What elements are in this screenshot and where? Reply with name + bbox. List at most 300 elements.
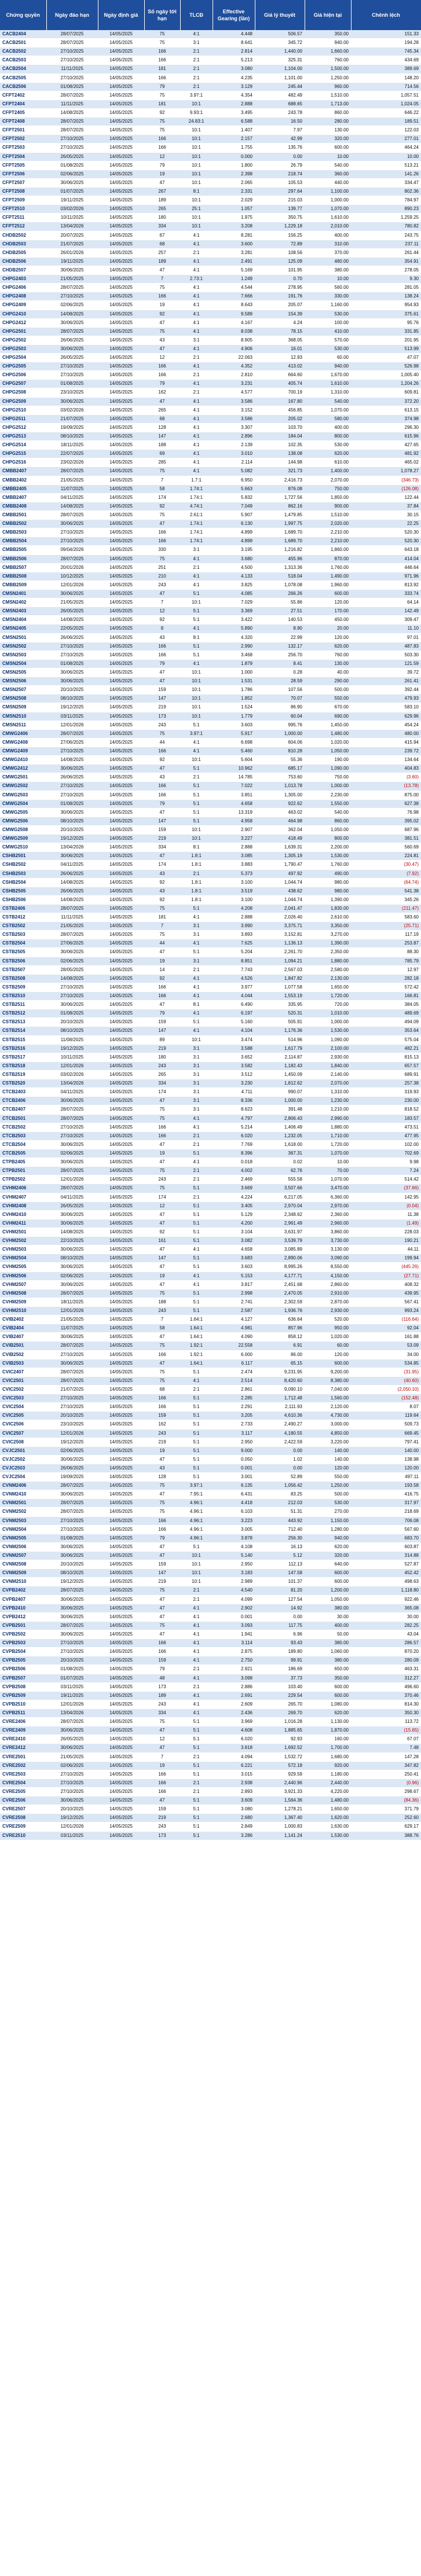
cell-maturity-date: 30/06/2025 (46, 1333, 98, 1342)
cell-maturity-date: 20/10/2025 (46, 1412, 98, 1420)
cell-theoretical-price: 3,152.81 (255, 931, 305, 939)
cell-warrant-code: CSHB2503 (0, 869, 46, 878)
table-row (0, 1263, 421, 1272)
cell-effective-gearing: 5.373 (213, 869, 255, 878)
table-row (0, 47, 421, 56)
cell-theoretical-price: 1,176.36 (255, 1027, 305, 1035)
cell-valuation-date: 14/05/2025 (98, 1516, 144, 1525)
cell-maturity-date: 04/11/2025 (46, 1193, 98, 1201)
cell-current-price: 600.00 (305, 1359, 351, 1368)
cell-valuation-date: 14/05/2025 (98, 729, 144, 738)
cell-theoretical-price: 3,375.71 (255, 922, 305, 931)
cell-maturity-date: 22/07/2025 (46, 450, 98, 458)
cell-conversion-ratio: 1.64:1 (180, 1324, 213, 1333)
table-row (0, 922, 421, 931)
cell-effective-gearing: 6.950 (213, 476, 255, 484)
cell-effective-gearing: 4.540 (213, 1586, 255, 1595)
cell-warrant-code: CVRE2507 (0, 1805, 46, 1814)
cell-difference: 194.28 (351, 39, 421, 47)
cell-warrant-code: CVHM2503 (0, 1245, 46, 1254)
cell-conversion-ratio: 9.93:1 (180, 108, 213, 117)
table-row (0, 931, 421, 939)
cell-maturity-date: 11/11/2025 (46, 913, 98, 922)
cell-valuation-date: 14/05/2025 (98, 1455, 144, 1464)
table-row (0, 1464, 421, 1472)
cell-effective-gearing: 3.104 (213, 1228, 255, 1236)
cell-difference: 463.31 (351, 1665, 421, 1674)
cell-difference: 643.18 (351, 546, 421, 554)
cell-valuation-date: 14/05/2025 (98, 1639, 144, 1648)
cell-valuation-date: 14/05/2025 (98, 502, 144, 510)
cell-days-to-maturity: 128 (144, 1473, 180, 1482)
cell-valuation-date: 14/05/2025 (98, 1648, 144, 1656)
cell-maturity-date: 11/11/2025 (46, 65, 98, 74)
cell-theoretical-price: 2,970.04 (255, 1201, 305, 1210)
cell-warrant-code: CSTB2511 (0, 1001, 46, 1009)
cell-maturity-date: 22/05/2025 (46, 624, 98, 633)
cell-conversion-ratio: 8:1 (180, 633, 213, 642)
cell-warrant-code: CTPB2501 (0, 1167, 46, 1175)
cell-conversion-ratio: 4:1 (180, 240, 213, 248)
cell-days-to-maturity: 92 (144, 616, 180, 624)
cell-maturity-date: 30/06/2025 (46, 266, 98, 274)
cell-theoretical-price: 2,440.96 (255, 1778, 305, 1787)
cell-conversion-ratio: 10:1 (180, 144, 213, 152)
cell-difference: 613.15 (351, 406, 421, 414)
cell-valuation-date: 14/05/2025 (98, 266, 144, 274)
cell-current-price: 120.00 (305, 1350, 351, 1359)
cell-difference: 374.98 (351, 414, 421, 423)
cell-days-to-maturity: 147 (144, 694, 180, 703)
cell-theoretical-price: 1,532.72 (255, 1752, 305, 1761)
cell-warrant-code: CFPT2408 (0, 117, 46, 126)
cell-effective-gearing: 6.020 (213, 1735, 255, 1744)
cell-difference: 193.58 (351, 1482, 421, 1490)
cell-valuation-date: 14/05/2025 (98, 869, 144, 878)
table-row (0, 1053, 421, 1061)
cell-days-to-maturity: 75 (144, 1114, 180, 1123)
cell-conversion-ratio: 4:1 (180, 992, 213, 1001)
cell-conversion-ratio: 4:1 (180, 1674, 213, 1682)
cell-difference: 534.85 (351, 1359, 421, 1368)
cell-valuation-date: 14/05/2025 (98, 1674, 144, 1682)
cell-days-to-maturity: 44 (144, 738, 180, 747)
cell-effective-gearing: 0.018 (213, 1158, 255, 1167)
cell-warrant-code: CVHM2505 (0, 1263, 46, 1272)
cell-warrant-code: CVPB2402 (0, 1586, 46, 1595)
cell-days-to-maturity: 47 (144, 1542, 180, 1551)
cell-valuation-date: 14/05/2025 (98, 1744, 144, 1752)
cell-maturity-date: 20/10/2025 (46, 825, 98, 834)
cell-current-price: 360.00 (305, 170, 351, 178)
cell-difference: 199.94 (351, 1254, 421, 1263)
cell-maturity-date: 14/08/2025 (46, 878, 98, 887)
cell-maturity-date: 02/06/2025 (46, 1446, 98, 1455)
cell-effective-gearing: 4.085 (213, 590, 255, 598)
cell-difference: 237.11 (351, 240, 421, 248)
cell-current-price: 1,560.00 (305, 1394, 351, 1403)
cell-warrant-code: CSTB2508 (0, 974, 46, 983)
cell-warrant-code: CSTB2517 (0, 1053, 46, 1061)
cell-warrant-code: CHDB2507 (0, 266, 46, 274)
cell-valuation-date: 14/05/2025 (98, 922, 144, 931)
cell-theoretical-price: 685.17 (255, 765, 305, 773)
cell-conversion-ratio: 2.61:1 (180, 511, 213, 520)
cell-difference: (346.73) (351, 476, 421, 484)
cell-maturity-date: 30/06/2025 (46, 1490, 98, 1499)
cell-warrant-code: CVRE2508 (0, 1814, 46, 1822)
cell-difference: 243.75 (351, 231, 421, 240)
cell-theoretical-price: 4,177.71 (255, 1272, 305, 1280)
cell-warrant-code: CSTB2506 (0, 957, 46, 965)
cell-warrant-code: CHPG2511 (0, 414, 46, 423)
cell-conversion-ratio: 4:1 (180, 423, 213, 432)
cell-current-price: 450.00 (305, 616, 351, 624)
table-row (0, 1237, 421, 1245)
cell-current-price: 1,020.00 (305, 1333, 351, 1342)
cell-maturity-date: 13/04/2026 (46, 1709, 98, 1718)
cell-current-price: 530.00 (305, 1499, 351, 1508)
cell-warrant-code: CHPG2512 (0, 423, 46, 432)
cell-valuation-date: 14/05/2025 (98, 432, 144, 441)
cell-warrant-code: CHPG2505 (0, 362, 46, 371)
table-body (0, 30, 421, 1840)
cell-valuation-date: 14/05/2025 (98, 231, 144, 240)
cell-difference: 706.08 (351, 1516, 421, 1525)
cell-valuation-date: 14/05/2025 (98, 1412, 144, 1420)
cell-theoretical-price: 810.28 (255, 747, 305, 755)
cell-theoretical-price: 1,847.82 (255, 974, 305, 983)
table-row (0, 196, 421, 205)
cell-maturity-date: 19/12/2025 (46, 1438, 98, 1446)
cell-difference: 347.82 (351, 1761, 421, 1770)
cell-maturity-date: 14/08/2025 (46, 108, 98, 117)
cell-valuation-date: 14/05/2025 (98, 878, 144, 887)
cell-difference: 286.57 (351, 1639, 421, 1648)
cell-current-price: 2,210.00 (305, 528, 351, 537)
cell-effective-gearing: 6.000 (213, 1350, 255, 1359)
cell-maturity-date: 28/07/2025 (46, 30, 98, 39)
cell-conversion-ratio: 5:1 (180, 904, 213, 913)
table-row (0, 1184, 421, 1193)
cell-current-price: 1,180.00 (305, 1770, 351, 1778)
cell-maturity-date: 28/05/2025 (46, 965, 98, 974)
cell-difference: 151.33 (351, 30, 421, 39)
cell-current-price: 1,550.00 (305, 799, 351, 808)
cell-days-to-maturity: 75 (144, 117, 180, 126)
cell-warrant-code: CMSN2402 (0, 598, 46, 607)
cell-days-to-maturity: 75 (144, 1508, 180, 1516)
cell-difference: 818.52 (351, 1105, 421, 1114)
cell-maturity-date: 26/06/2025 (46, 633, 98, 642)
cell-warrant-code: CVNM2501 (0, 1499, 46, 1508)
cell-maturity-date: 09/04/2026 (46, 546, 98, 554)
cell-conversion-ratio: 5:1 (180, 1228, 213, 1236)
cell-warrant-code: CVPB2504 (0, 1648, 46, 1656)
cell-days-to-maturity: 79 (144, 82, 180, 91)
cell-valuation-date: 14/05/2025 (98, 1831, 144, 1840)
cell-conversion-ratio: 1.8:1 (180, 852, 213, 861)
cell-conversion-ratio: 5:1 (180, 817, 213, 825)
cell-effective-gearing: 2.950 (213, 1560, 255, 1569)
table-row (0, 799, 421, 808)
cell-warrant-code: CMSN2502 (0, 642, 46, 651)
cell-valuation-date: 14/05/2025 (98, 957, 144, 965)
cell-conversion-ratio: 5:1 (180, 1735, 213, 1744)
cell-effective-gearing: 3.183 (213, 1569, 255, 1578)
cell-warrant-code: CHDB2503 (0, 240, 46, 248)
cell-warrant-code: CVHM2410 (0, 1210, 46, 1219)
cell-theoretical-price: 4,180.55 (255, 1429, 305, 1438)
cell-theoretical-price: 1,077.58 (255, 983, 305, 991)
cell-difference: (27.71) (351, 1272, 421, 1280)
cell-effective-gearing: 4.167 (213, 318, 255, 327)
cell-current-price: 370.00 (305, 248, 351, 257)
cell-effective-gearing: 0.001 (213, 1612, 255, 1621)
cell-warrant-code: CVPB2501 (0, 1621, 46, 1630)
cell-current-price: 940.00 (305, 39, 351, 47)
cell-effective-gearing: 4.906 (213, 344, 255, 353)
cell-valuation-date: 14/05/2025 (98, 511, 144, 520)
cell-theoretical-price: 3,085.89 (255, 1245, 305, 1254)
cell-theoretical-price: 0.00 (255, 1446, 305, 1455)
table-row (0, 974, 421, 983)
cell-effective-gearing: 8.905 (213, 336, 255, 344)
cell-difference: 745.34 (351, 47, 421, 56)
cell-current-price: 600.00 (305, 1569, 351, 1578)
cell-warrant-code: CVIC2503 (0, 1394, 46, 1403)
cell-warrant-code: CVIC2507 (0, 1429, 46, 1438)
cell-difference: 9.98 (351, 1158, 421, 1167)
cell-current-price: 2,130.00 (305, 974, 351, 983)
cell-conversion-ratio: 2:1 (180, 1586, 213, 1595)
cell-days-to-maturity: 92 (144, 895, 180, 904)
cell-warrant-code: CVHM2501 (0, 1228, 46, 1236)
cell-current-price: 1,070.00 (305, 406, 351, 414)
cell-conversion-ratio: 10:1 (180, 100, 213, 108)
cell-valuation-date: 14/05/2025 (98, 861, 144, 869)
cell-difference: 496.60 (351, 1682, 421, 1691)
cell-maturity-date: 27/10/2025 (46, 791, 98, 799)
table-row (0, 1280, 421, 1289)
cell-valuation-date: 14/05/2025 (98, 222, 144, 231)
cell-days-to-maturity: 166 (144, 1394, 180, 1403)
cell-current-price: 800.00 (305, 835, 351, 843)
cell-difference: 797.41 (351, 1438, 421, 1446)
cell-days-to-maturity: 47 (144, 1744, 180, 1752)
header-warrant-code: Chứng quyền (0, 0, 46, 30)
cell-current-price: 1,090.00 (305, 1035, 351, 1044)
cell-theoretical-price: 78.15 (255, 327, 305, 336)
cell-days-to-maturity: 334 (144, 1079, 180, 1088)
cell-days-to-maturity: 166 (144, 782, 180, 791)
cell-maturity-date: 28/07/2025 (46, 91, 98, 100)
cell-valuation-date: 14/05/2025 (98, 336, 144, 344)
cell-days-to-maturity: 257 (144, 248, 180, 257)
cell-days-to-maturity: 19 (144, 1761, 180, 1770)
cell-conversion-ratio: 10:1 (180, 196, 213, 205)
cell-theoretical-price: 505.91 (255, 1018, 305, 1027)
cell-days-to-maturity: 265 (144, 1071, 180, 1079)
table-row (0, 1342, 421, 1350)
table-row (0, 1490, 421, 1499)
cell-difference: 487.83 (351, 642, 421, 651)
cell-days-to-maturity: 166 (144, 1403, 180, 1412)
table-row (0, 1770, 421, 1778)
cell-theoretical-price: 2,111.93 (255, 1403, 305, 1412)
cell-valuation-date: 14/05/2025 (98, 520, 144, 528)
cell-conversion-ratio: 5:1 (180, 1473, 213, 1482)
cell-days-to-maturity: 47 (144, 1333, 180, 1342)
cell-warrant-code: CACB2504 (0, 65, 46, 74)
table-row (0, 1796, 421, 1805)
cell-current-price: 1,510.00 (305, 91, 351, 100)
cell-theoretical-price: 1,216.82 (255, 546, 305, 554)
cell-warrant-code: CMBB2407 (0, 467, 46, 476)
cell-difference: 527.87 (351, 1560, 421, 1569)
cell-days-to-maturity: 180 (144, 1053, 180, 1061)
cell-maturity-date: 28/07/2025 (46, 1368, 98, 1376)
cell-days-to-maturity: 166 (144, 791, 180, 799)
table-row (0, 913, 421, 922)
cell-maturity-date: 26/06/2025 (46, 773, 98, 782)
cell-valuation-date: 14/05/2025 (98, 895, 144, 904)
cell-effective-gearing: 2.291 (213, 1403, 255, 1412)
cell-conversion-ratio: 5:1 (180, 1796, 213, 1805)
cell-theoretical-price: 62.76 (255, 1167, 305, 1175)
cell-difference: 375.61 (351, 310, 421, 318)
cell-valuation-date: 14/05/2025 (98, 1272, 144, 1280)
table-row (0, 1438, 421, 1446)
cell-warrant-code: CVPB2510 (0, 1700, 46, 1708)
table-row (0, 222, 421, 231)
cell-effective-gearing: 3.117 (213, 1429, 255, 1438)
cell-valuation-date: 14/05/2025 (98, 100, 144, 108)
cell-maturity-date: 30/06/2025 (46, 1604, 98, 1612)
cell-current-price: 1,720.00 (305, 1140, 351, 1149)
cell-valuation-date: 14/05/2025 (98, 694, 144, 703)
table-row (0, 852, 421, 861)
cell-warrant-code: CTCB2503 (0, 1131, 46, 1140)
table-row (0, 1114, 421, 1123)
cell-difference: 784.97 (351, 196, 421, 205)
cell-effective-gearing: 3.474 (213, 1035, 255, 1044)
table-row (0, 869, 421, 878)
cell-theoretical-price: 101.37 (255, 1578, 305, 1586)
cell-warrant-code: CACB2501 (0, 39, 46, 47)
cell-conversion-ratio: 1.8:1 (180, 861, 213, 869)
cell-conversion-ratio: 1.7:1 (180, 476, 213, 484)
cell-conversion-ratio: 2:1 (180, 371, 213, 380)
cell-maturity-date: 23/02/2026 (46, 458, 98, 467)
cell-maturity-date: 27/10/2025 (46, 528, 98, 537)
table-row (0, 1726, 421, 1735)
cell-effective-gearing: 4.797 (213, 1114, 255, 1123)
cell-valuation-date: 14/05/2025 (98, 712, 144, 721)
cell-difference: 333.74 (351, 590, 421, 598)
cell-maturity-date: 04/11/2025 (46, 1088, 98, 1097)
cell-effective-gearing: 5.832 (213, 493, 255, 502)
cell-maturity-date: 14/08/2025 (46, 502, 98, 510)
cell-conversion-ratio: 1.74:1 (180, 528, 213, 537)
header-conversion-ratio: TLCĐ (180, 0, 213, 30)
cell-warrant-code: CFPT2509 (0, 196, 46, 205)
cell-theoretical-price: 636.64 (255, 1315, 305, 1324)
cell-difference: 388.76 (351, 1831, 421, 1840)
cell-conversion-ratio: 4:1 (180, 1700, 213, 1708)
cell-effective-gearing: 4.658 (213, 799, 255, 808)
cell-days-to-maturity: 75 (144, 1586, 180, 1595)
table-row (0, 642, 421, 651)
cell-maturity-date: 30/06/2025 (46, 1595, 98, 1604)
table-row (0, 721, 421, 729)
cell-effective-gearing: 2.907 (213, 825, 255, 834)
cell-theoretical-price: 1,406.49 (255, 1123, 305, 1131)
cell-effective-gearing: 3.586 (213, 414, 255, 423)
table-row (0, 1665, 421, 1674)
table-row (0, 1105, 421, 1114)
cell-conversion-ratio: 5:1 (180, 1542, 213, 1551)
cell-conversion-ratio: 2:1 (180, 1167, 213, 1175)
cell-theoretical-price: 876.08 (255, 484, 305, 493)
cell-valuation-date: 14/05/2025 (98, 1342, 144, 1350)
cell-valuation-date: 14/05/2025 (98, 983, 144, 991)
cell-maturity-date: 01/08/2025 (46, 380, 98, 388)
cell-conversion-ratio: 3:1 (180, 1071, 213, 1079)
cell-current-price: 620.00 (305, 642, 351, 651)
cell-current-price: 320.00 (305, 1552, 351, 1560)
cell-maturity-date: 02/06/2025 (46, 1272, 98, 1280)
cell-warrant-code: CHDB2505 (0, 248, 46, 257)
cell-conversion-ratio: 4:1 (180, 344, 213, 353)
cell-maturity-date: 26/06/2025 (46, 869, 98, 878)
cell-current-price: 600.00 (305, 1578, 351, 1586)
cell-maturity-date: 03/11/2025 (46, 712, 98, 721)
cell-theoretical-price: 86.90 (255, 703, 305, 712)
cell-maturity-date: 23/10/2025 (46, 1420, 98, 1429)
cell-maturity-date: 27/10/2025 (46, 56, 98, 65)
cell-theoretical-price: 112.13 (255, 1560, 305, 1569)
cell-conversion-ratio: 4.96:1 (180, 1534, 213, 1542)
cell-conversion-ratio: 5:1 (180, 1184, 213, 1193)
cell-difference: 389.69 (351, 65, 421, 74)
cell-current-price: 2,070.00 (305, 476, 351, 484)
cell-maturity-date: 21/07/2025 (46, 240, 98, 248)
cell-effective-gearing: 4.958 (213, 817, 255, 825)
cell-valuation-date: 14/05/2025 (98, 301, 144, 310)
cell-conversion-ratio: 3:1 (180, 1044, 213, 1053)
cell-current-price: 600.00 (305, 1691, 351, 1700)
cell-difference: 629.96 (351, 712, 421, 721)
cell-effective-gearing: 4.711 (213, 1088, 255, 1097)
cell-conversion-ratio: 10:1 (180, 152, 213, 161)
cell-current-price: 190.00 (305, 756, 351, 765)
cell-theoretical-price: 6.91 (255, 1342, 305, 1350)
cell-conversion-ratio: 10:1 (180, 756, 213, 765)
cell-current-price: 530.00 (305, 441, 351, 450)
table-row (0, 65, 421, 74)
cell-current-price: 1,050.00 (305, 747, 351, 755)
cell-warrant-code: CTCB2403 (0, 1088, 46, 1097)
cell-theoretical-price: 1,885.65 (255, 1726, 305, 1735)
cell-theoretical-price: 1,182.43 (255, 1061, 305, 1070)
table-row (0, 1473, 421, 1482)
cell-theoretical-price: 103.70 (255, 423, 305, 432)
cell-conversion-ratio: 4:1 (180, 1123, 213, 1131)
cell-theoretical-price: 3,921.33 (255, 1787, 305, 1796)
cell-warrant-code: CVHM2507 (0, 1280, 46, 1289)
cell-valuation-date: 14/05/2025 (98, 948, 144, 957)
